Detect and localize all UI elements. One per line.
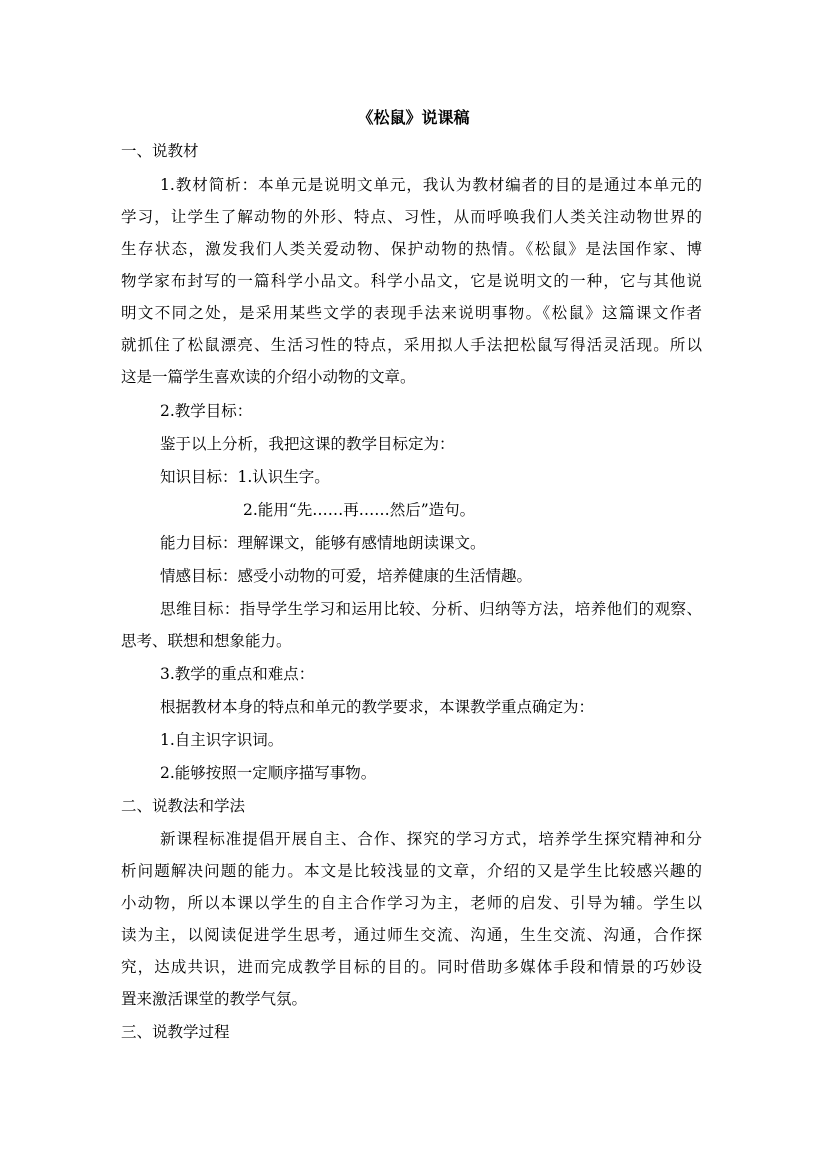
paragraph-line: 小动物，所以本课以学生的自主合作学习为主，老师的启发、引导为辅。学生以 (121, 894, 702, 912)
paragraph-line: 学习，让学生了解动物的外形、特点、习性，从而呼唤我们人类关注动物世界的 (121, 208, 702, 226)
goal-thinking: 思维目标：指导学生学习和运用比较、分析、归纳等方法，培养他们的观察、 (160, 600, 702, 618)
paragraph-line: 读为主，以阅读促进学生思考，通过师生交流、沟通，生生交流、沟通，合作探 (121, 926, 702, 944)
goal-ability: 能力目标：理解课文，能够有感情地朗读课文。 (160, 534, 486, 552)
paragraph-line: 物学家布封写的一篇科学小品文。科学小品文，它是说明文的一种，它与其他说 (121, 272, 702, 290)
goal-knowledge: 2.能用“先……再……然后”造句。 (243, 501, 476, 519)
paragraph-line: 置来激活课堂的教学气氛。 (121, 990, 308, 1008)
paragraph-line: 根据教材本身的特点和单元的教学要求，本课教学重点确定为： (160, 698, 595, 716)
goal-thinking: 思考、联想和想象能力。 (121, 632, 292, 650)
paragraph-line: 新课程标准提倡开展自主、合作、探究的学习方式，培养学生探究精神和分 (160, 830, 702, 848)
goal-emotion: 情感目标：感受小动物的可爱，培养健康的生活情趣。 (160, 567, 533, 585)
paragraph-line: 1.教材简析：本单元是说明文单元，我认为教材编者的目的是通过本单元的 (160, 176, 702, 194)
section-heading: 一、说教材 (121, 142, 199, 160)
paragraph-line: 析问题解决问题的能力。本文是比较浅显的文章，介绍的又是学生比较感兴趣的 (121, 862, 702, 880)
subheading: 2.教学目标： (160, 402, 253, 420)
paragraph-line: 生存状态，激发我们人类关爱动物、保护动物的热情。《松鼠》是法国作家、博 (121, 240, 702, 258)
subheading: 3.教学的重点和难点： (160, 665, 315, 683)
paragraph-line: 这是一篇学生喜欢读的介绍小动物的文章。 (121, 368, 416, 386)
list-item: 2.能够按照一定顺序描写事物。 (160, 764, 377, 782)
section-heading: 二、说教法和学法 (121, 797, 246, 815)
paragraph-line: 就抓住了松鼠漂亮、生活习性的特点，采用拟人手法把松鼠写得活灵活现。所以 (121, 336, 702, 354)
list-item: 1.自主识字识词。 (160, 731, 284, 749)
paragraph-line: 鉴于以上分析，我把这课的教学目标定为： (160, 435, 455, 453)
paragraph-line: 究，达成共识，进而完成教学目标的目的。同时借助多媒体手段和情景的巧妙设 (121, 958, 702, 976)
paragraph-line: 明文不同之处，是采用某些文学的表现手法来说明事物。《松鼠》这篇课文作者 (121, 304, 702, 322)
goal-knowledge: 知识目标：1.认识生字。 (160, 468, 330, 486)
section-heading: 三、说教学过程 (121, 1023, 230, 1041)
document-title: 《松鼠》说课稿 (357, 108, 470, 127)
